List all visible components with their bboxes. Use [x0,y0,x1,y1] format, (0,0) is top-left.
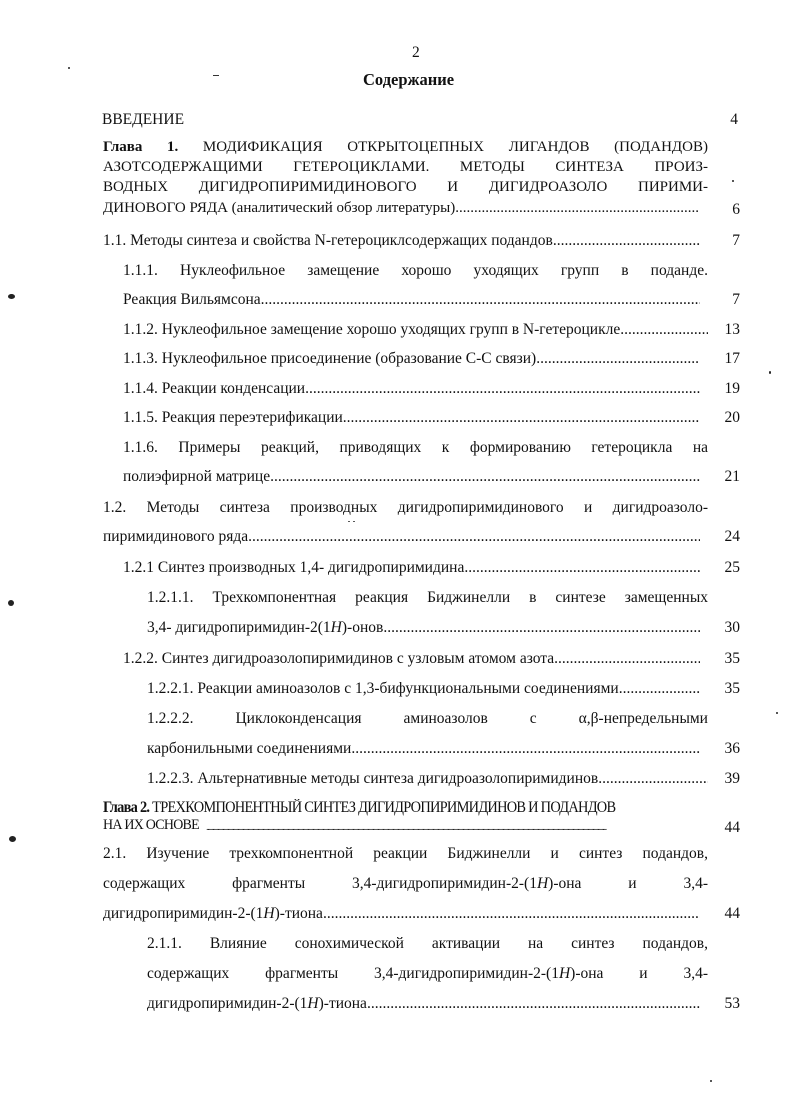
leader-dots [619,680,700,698]
toc-1-2-2: 1.2.2. Синтез дигидроазолопиримидинов с узловым атомом азота ..... [123,650,700,668]
toc-1-1-3: 1.1.3. Нуклеофильное присоединение (образование С-С связи) ..... [123,350,700,368]
toc-1-1-1-page: 7 [732,291,740,308]
toc-ch1-page: 6 [732,201,740,218]
toc-1-2-1-1-line1: 1.2.1.1. Трехкомпонентная реакция Биджинелли в синтезе замещенных [147,589,708,606]
leader-dots [305,380,700,398]
toc-1-2-2-2-line1: 1.2.2.2. Циклоконденсация аминоазолов с α,β-непредельными [147,710,708,727]
toc-1-2-page: 24 [724,528,740,545]
leader-dots [351,740,700,758]
toc-2-1-line2: содержащих фрагменты 3,4-дигидропиримидин-2-(1H)-она и 3,4- [103,875,708,892]
toc-1-2-1-1-line2: 3,4- дигидропиримидин-2(1H)-онов ..... [147,619,700,637]
leader-dots [323,905,700,923]
scan-speck [348,521,350,522]
leader-dots [455,200,700,217]
leader-dots [553,232,700,250]
toc-1-2-2-2-line2: карбонильными соединениями ..... [147,740,700,758]
toc-2-1-1-page: 53 [724,995,740,1012]
toc-ch1-label: Глава 1. [103,139,179,155]
leader-dots [536,350,700,368]
leader-dots [206,817,700,834]
scan-speck [8,600,14,606]
toc-1-1-4: 1.1.4. Реакции конденсации ..... [123,380,700,398]
toc-ch1-line1: Глава 1. МОДИФИКАЦИЯ ОТКРЫТОЦЕПНЫХ ЛИГАНДОВ (ПОДАНДОВ) [103,139,708,155]
toc-2-1-page: 44 [724,905,740,922]
scan-speck [353,521,355,522]
leader-dots [343,409,700,427]
toc-2-1-line3: дигидропиримидин-2-(1H)-тиона ..... [103,905,700,923]
toc-1-1-1-line1: 1.1.1. Нуклеофильное замещение хорошо уходящих групп в поданде. [123,262,708,279]
leader-dots [598,770,708,788]
toc-1-2-1-page: 25 [724,559,740,576]
scan-speck [9,836,16,842]
page-title: Содержание [363,70,455,89]
toc-1-1-6-line1: 1.1.6. Примеры реакций, приводящих к формированию гетероцикла на [123,439,708,456]
toc-ch1-line2: АЗОТСОДЕРЖАЩИМИ ГЕТЕРОЦИКЛАМИ. МЕТОДЫ СИНТЕЗА ПРОИЗ- [103,159,708,175]
toc-2-1-line1: 2.1. Изучение трехкомпонентной реакции Биджинелли и синтез подандов, [103,845,708,862]
toc-ch2-page: 44 [724,819,740,836]
toc-2-1-1-line2: содержащих фрагменты 3,4-дигидропиримидин-2-(1H)-она и 3,4- [147,965,708,982]
toc-1-1-4-page: 19 [724,380,740,397]
leader-dots [248,528,700,546]
toc-1-2-2-3: 1.2.2.3. Альтернативные методы синтеза дигидроазолопиримидинов ..... [147,770,708,788]
toc-ch2-line1: Глава 2. ТРЕХКОМПОНЕНТНЫЙ СИНТЕЗ ДИГИДРОПИРИМИДИНОВ И ПОДАНДОВ [103,799,616,816]
scan-speck [68,67,70,69]
toc-1-2-2-page: 35 [724,650,740,667]
toc-1-1-5: 1.1.5. Реакция переэтерификации ..... [123,409,700,427]
toc-1-2-2-3-page: 39 [724,770,740,787]
leader-dots [554,650,700,668]
toc-1-1-2-page: 13 [724,321,740,338]
scan-speck [710,1080,712,1082]
leader-dots [367,995,700,1013]
leader-dots [270,468,700,486]
toc-1-2-2-1-page: 35 [724,680,740,697]
toc-1-1-5-page: 20 [724,409,740,426]
toc-intro-page: 4 [730,111,738,128]
toc-1-2-2-1: 1.2.2.1. Реакции аминоазолов с 1,3-бифункциональными соединениями ..... [147,680,700,698]
toc-1-1-6-page: 21 [724,468,740,485]
scan-speck [732,180,734,182]
scan-speck [8,294,15,299]
scan-speck [769,371,771,374]
toc-ch2-label: Глава 2. [103,799,150,816]
toc-1-1: 1.1. Методы синтеза и свойства N-гетероциклсодержащих подандов ..... [103,232,700,250]
toc-1-1-1-line2: Реакция Вильямсона ..... [123,291,700,309]
toc-1-2-1-1-page: 30 [724,619,740,636]
toc-1-1-2: 1.1.2. Нуклеофильное замещение хорошо уходящих групп в N-гетероцикле ..... [123,321,708,339]
leader-dots [383,619,700,637]
toc-1-2-1: 1.2.1 Синтез производных 1,4- дигидропиримидина ..... [123,559,700,577]
toc-1-2-2-2-page: 36 [724,740,740,757]
leader-dots [464,559,700,577]
leader-dots [620,321,708,339]
page-number: 2 [412,44,420,61]
toc-2-1-1-line3: дигидропиримидин-2-(1H)-тиона ..... [147,995,700,1013]
toc-2-1-1-line1: 2.1.1. Влияние сонохимической активации на синтез подандов, [147,935,708,952]
toc-intro-title: ВВЕДЕНИЕ [102,111,185,128]
toc-1-2-line1: 1.2. Методы синтеза производных дигидропиримидинового и дигидроазоло- [103,499,708,516]
scan-mark [213,75,219,76]
scan-speck [776,712,778,714]
toc-ch1-line3: ВОДНЫХ ДИГИДРОПИРИМИДИНОВОГО И ДИГИДРОАЗОЛО ПИРИМИ- [103,179,708,195]
toc-1-1-3-page: 17 [724,350,740,367]
toc-1-1-6-line2: полиэфирной матрице ..... [123,468,700,486]
leader-dots [261,291,700,309]
toc-ch2-line2: НА ИХ ОСНОВЕ ..... [103,817,700,834]
toc-ch1-line4: ДИНОВОГО РЯДА (аналитический обзор литературы) ..... [103,200,700,217]
toc-1-2-line2: пиримидинового ряда ..... [103,528,700,546]
toc-1-1-page: 7 [732,232,740,249]
